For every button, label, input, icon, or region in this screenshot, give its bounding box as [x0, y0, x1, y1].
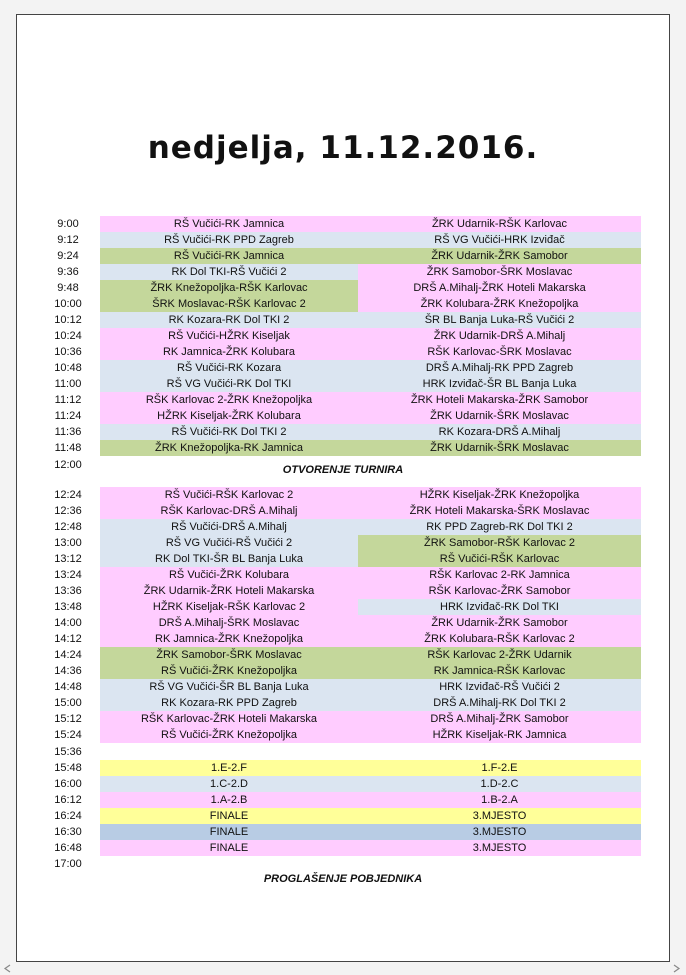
match-time: 10:48 — [54, 362, 82, 374]
match-court-2: RŠK Karlovac-ŠRK Moslavac — [358, 344, 641, 360]
match-court-1: RK Kozara-RK PPD Zagreb — [100, 695, 358, 711]
schedule-row — [48, 631, 641, 647]
match-time: 11:24 — [54, 410, 82, 422]
schedule-row — [48, 599, 641, 615]
schedule-row — [48, 856, 641, 872]
match-time: 12:24 — [54, 489, 82, 501]
match-court-1: FINALE — [100, 824, 358, 840]
schedule-row — [48, 615, 641, 631]
match-court-2: 3.MJESTO — [358, 824, 641, 840]
match-time: 16:24 — [54, 810, 82, 822]
match-court-2: 1.D-2.C — [358, 776, 641, 792]
match-court-2: ŽRK Udarnik-ŽRK Samobor — [358, 615, 641, 631]
opening-ceremony-label: OTVORENJE TURNIRA — [282, 464, 404, 476]
match-court-2: RŠK Karlovac 2-RK Jamnica — [358, 567, 641, 583]
match-court-2: HŽRK Kiseljak-RK Jamnica — [358, 727, 641, 743]
match-time: 13:36 — [54, 585, 82, 597]
schedule-row — [48, 583, 641, 599]
match-court-2: RŠ Vučići-RŠK Karlovac — [358, 551, 641, 567]
schedule-row — [48, 727, 641, 743]
match-time: 12:48 — [54, 521, 82, 533]
match-court-1: RK Jamnica-ŽRK Kolubara — [100, 344, 358, 360]
schedule-row — [48, 360, 641, 376]
schedule-row — [48, 328, 641, 344]
match-time: 14:00 — [54, 617, 82, 629]
match-court-1: RŠ Vučići-ŽRK Knežopoljka — [100, 727, 358, 743]
match-court-1: RŠ VG Vučići-RŠ Vučići 2 — [100, 535, 358, 551]
page-title: nedjelja, 11.12.2016. — [147, 130, 539, 166]
match-time: 9:24 — [57, 250, 79, 262]
schedule-row — [48, 424, 641, 440]
match-court-2: 3.MJESTO — [358, 840, 641, 856]
match-court-1: RŠ VG Vučići-ŠR BL Banja Luka — [100, 679, 358, 695]
schedule-row — [48, 824, 641, 840]
match-court-1: RŠ Vučići-RŠK Karlovac 2 — [100, 487, 358, 503]
match-court-2: ŽRK Udarnik-ŠRK Moslavac — [358, 440, 641, 456]
schedule-row — [48, 232, 641, 248]
match-court-2: ŽRK Udarnik-ŽRK Samobor — [358, 248, 641, 264]
match-court-1: ŽRK Samobor-ŠRK Moslavac — [100, 647, 358, 663]
match-time: 14:48 — [54, 681, 82, 693]
match-time: 14:24 — [54, 649, 82, 661]
match-court-1: RŠK Karlovac-ŽRK Hoteli Makarska — [100, 711, 358, 727]
match-time: 15:48 — [54, 762, 82, 774]
match-court-1: RŠ Vučići-RK Dol TKI 2 — [100, 424, 358, 440]
match-court-2: ŠR BL Banja Luka-RŠ Vučići 2 — [358, 312, 641, 328]
match-time: 14:36 — [54, 665, 82, 677]
match-time: 16:00 — [54, 778, 82, 790]
match-court-2: DRŠ A.Mihalj-ŽRK Hoteli Makarska — [358, 280, 641, 296]
schedule-row — [48, 376, 641, 392]
match-court-2: ŽRK Samobor-RŠK Karlovac 2 — [358, 535, 641, 551]
match-court-2: ŽRK Udarnik-DRŠ A.Mihalj — [358, 328, 641, 344]
schedule-row — [48, 695, 641, 711]
schedule-row — [48, 647, 641, 663]
match-court-2: 1.F-2.E — [358, 760, 641, 776]
match-time: 9:36 — [57, 266, 79, 278]
match-court-2: RŠK Karlovac 2-ŽRK Udarnik — [358, 647, 641, 663]
match-court-2: ŽRK Samobor-ŠRK Moslavac — [358, 264, 641, 280]
match-court-2: ŽRK Kolubara-ŽRK Knežopoljka — [358, 296, 641, 312]
match-court-2: DRŠ A.Mihalj-RK Dol TKI 2 — [358, 695, 641, 711]
schedule-row — [48, 808, 641, 824]
match-time: 10:12 — [54, 314, 82, 326]
match-court-1: RŠ Vučići-ŽRK Kolubara — [100, 567, 358, 583]
match-court-1: ŽRK Udarnik-ŽRK Hoteli Makarska — [100, 583, 358, 599]
schedule-row — [48, 280, 641, 296]
match-time: 12:36 — [54, 505, 82, 517]
match-court-2: ŽRK Udarnik-RŠK Karlovac — [358, 216, 641, 232]
schedule-row — [48, 744, 641, 760]
match-time: 9:48 — [57, 282, 79, 294]
match-court-1: RŠ Vučići-ŽRK Knežopoljka — [100, 663, 358, 679]
match-time: 16:30 — [54, 826, 82, 838]
match-court-2: DRŠ A.Mihalj-RK PPD Zagreb — [358, 360, 641, 376]
match-court-2: 3.MJESTO — [358, 808, 641, 824]
match-time: 17:00 — [54, 858, 82, 870]
match-court-1: RŠ Vučići-RK Kozara — [100, 360, 358, 376]
schedule-row — [48, 551, 641, 567]
scroll-left-icon[interactable] — [2, 964, 14, 973]
match-court-2: RK Kozara-DRŠ A.Mihalj — [358, 424, 641, 440]
match-court-1: RK Kozara-RK Dol TKI 2 — [100, 312, 358, 328]
schedule-row — [48, 519, 641, 535]
schedule-row — [48, 776, 641, 792]
match-court-2: HRK Izviđač-RK Dol TKI — [358, 599, 641, 615]
match-time: 13:24 — [54, 569, 82, 581]
match-time: 15:24 — [54, 729, 82, 741]
match-court-2: 1.B-2.A — [358, 792, 641, 808]
match-court-1: RK Dol TKI-ŠR BL Banja Luka — [100, 551, 358, 567]
schedule-row — [48, 408, 641, 424]
match-court-1: 1.C-2.D — [100, 776, 358, 792]
match-time: 11:12 — [54, 394, 82, 406]
match-court-2: RK Jamnica-RŠK Karlovac — [358, 663, 641, 679]
match-court-1: HŽRK Kiseljak-RŠK Karlovac 2 — [100, 599, 358, 615]
match-court-2: ŽRK Hoteli Makarska-ŠRK Moslavac — [358, 503, 641, 519]
match-court-2: HRK Izviđač-ŠR BL Banja Luka — [358, 376, 641, 392]
match-court-1: RK Dol TKI-RŠ Vučići 2 — [100, 264, 358, 280]
schedule-row — [48, 503, 641, 519]
schedule-row — [48, 535, 641, 551]
match-time: 10:36 — [54, 346, 82, 358]
match-court-1: ŽRK Knežopoljka-RŠK Karlovac — [100, 280, 358, 296]
match-time: 11:00 — [54, 378, 82, 390]
schedule-row — [48, 264, 641, 280]
match-court-1: 1.E-2.F — [100, 760, 358, 776]
match-court-1: DRŠ A.Mihalj-ŠRK Moslavac — [100, 615, 358, 631]
match-court-2: RŠ VG Vučići-HRK Izviđač — [358, 232, 641, 248]
match-court-1: RŠ Vučići-RK Jamnica — [100, 248, 358, 264]
schedule-row — [48, 296, 641, 312]
match-court-1: FINALE — [100, 808, 358, 824]
match-court-2: ŽRK Udarnik-ŠRK Moslavac — [358, 408, 641, 424]
match-court-1: ŠRK Moslavac-RŠK Karlovac 2 — [100, 296, 358, 312]
match-court-1: RŠ Vučići-RK PPD Zagreb — [100, 232, 358, 248]
schedule-row — [48, 392, 641, 408]
schedule-row — [48, 840, 641, 856]
match-time: 10:00 — [54, 298, 82, 310]
match-court-2: HRK Izviđač-RŠ Vučići 2 — [358, 679, 641, 695]
schedule-row — [48, 344, 641, 360]
match-court-2: RK PPD Zagreb-RK Dol TKI 2 — [358, 519, 641, 535]
schedule-row — [48, 792, 641, 808]
match-court-1: RK Jamnica-ŽRK Knežopoljka — [100, 631, 358, 647]
match-court-1: HŽRK Kiseljak-ŽRK Kolubara — [100, 408, 358, 424]
match-time: 15:00 — [54, 697, 82, 709]
match-time: 13:48 — [54, 601, 82, 613]
match-time: 11:48 — [54, 442, 82, 454]
schedule-row — [48, 567, 641, 583]
schedule-row — [48, 440, 641, 456]
schedule-row — [48, 711, 641, 727]
match-time: 12:00 — [54, 459, 82, 471]
match-time: 10:24 — [54, 330, 82, 342]
schedule-row — [48, 760, 641, 776]
match-court-1: RŠ VG Vučići-RK Dol TKI — [100, 376, 358, 392]
match-time: 15:36 — [54, 746, 82, 758]
schedule-row — [48, 248, 641, 264]
match-court-2: RŠK Karlovac-ŽRK Samobor — [358, 583, 641, 599]
match-court-1: FINALE — [100, 840, 358, 856]
match-court-1: RŠ Vučići-HŽRK Kiseljak — [100, 328, 358, 344]
match-time: 9:00 — [57, 218, 79, 230]
match-court-1: RŠ Vučići-RK Jamnica — [100, 216, 358, 232]
match-court-2: DRŠ A.Mihalj-ŽRK Samobor — [358, 711, 641, 727]
match-time: 16:12 — [54, 794, 82, 806]
match-court-2: ŽRK Hoteli Makarska-ŽRK Samobor — [358, 392, 641, 408]
match-time: 14:12 — [54, 633, 82, 645]
schedule-row — [48, 487, 641, 503]
match-court-1: RŠ Vučići-DRŠ A.Mihalj — [100, 519, 358, 535]
match-time: 16:48 — [54, 842, 82, 854]
match-court-1: ŽRK Knežopoljka-RK Jamnica — [100, 440, 358, 456]
match-court-2: ŽRK Kolubara-RŠK Karlovac 2 — [358, 631, 641, 647]
match-time: 15:12 — [54, 713, 82, 725]
schedule-row — [48, 679, 641, 695]
schedule-row — [48, 663, 641, 679]
match-time: 13:00 — [54, 537, 82, 549]
schedule-row — [48, 216, 641, 232]
match-court-1: RŠK Karlovac 2-ŽRK Knežopoljka — [100, 392, 358, 408]
schedule-row — [48, 312, 641, 328]
match-time: 13:12 — [54, 553, 82, 565]
match-court-1: RŠK Karlovac-DRŠ A.Mihalj — [100, 503, 358, 519]
match-court-1: 1.A-2.B — [100, 792, 358, 808]
scroll-right-icon[interactable] — [670, 964, 682, 973]
match-time: 11:36 — [54, 426, 82, 438]
match-court-2: HŽRK Kiseljak-ŽRK Knežopoljka — [358, 487, 641, 503]
closing-ceremony-label: PROGLAŠENJE POBJEDNIKA — [263, 873, 423, 885]
match-time: 9:12 — [57, 234, 79, 246]
